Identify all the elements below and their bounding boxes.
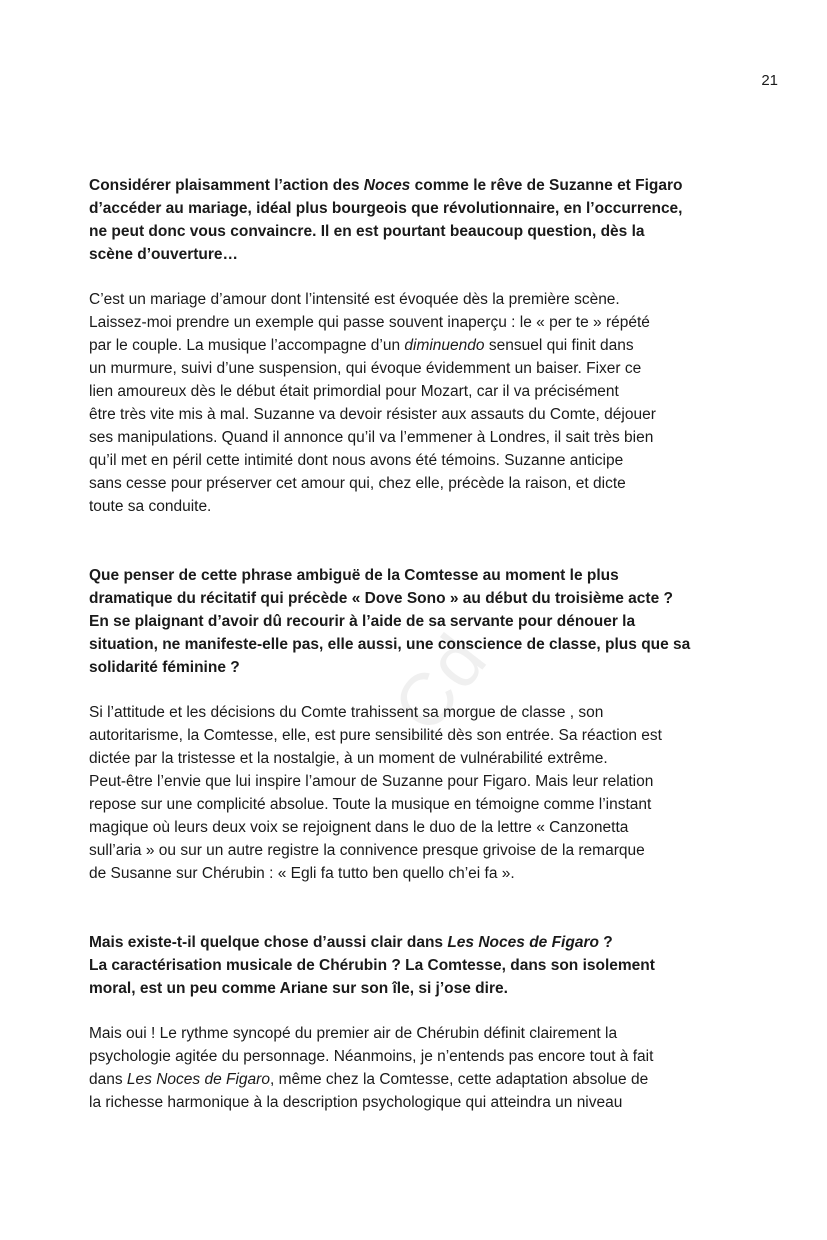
text-line: autoritarisme, la Comtesse, elle, est pure sensibilité dès son entrée. Sa réaction est bbox=[89, 727, 662, 744]
text-line: Mais existe-t-il quelque chose d’aussi clair dans Les Noces de Figaro ? bbox=[89, 934, 613, 951]
text-line: situation, ne manifeste-elle pas, elle aussi, une conscience de classe, plus que sa bbox=[89, 636, 691, 653]
question-2 bbox=[89, 564, 741, 679]
text-line: solidarité féminine ? bbox=[89, 659, 240, 676]
text-line: Laissez-moi prendre un exemple qui passe souvent inaperçu : le « per te » répété bbox=[89, 314, 650, 331]
text-line: psychologie agitée du personnage. Néanmoins, je n’entends pas encore tout à fait bbox=[89, 1048, 654, 1065]
text-line: qu’il met en péril cette intimité dont nous avons été témoins. Suzanne anticipe bbox=[89, 452, 624, 469]
text-line: Que penser de cette phrase ambiguë de la Comtesse au moment le plus bbox=[89, 567, 619, 584]
text-line: dramatique du récitatif qui précède « Dove Sono » au début du troisième acte ? bbox=[89, 590, 673, 607]
text-line: En se plaignant d’avoir dû recourir à l’aide de sa servante pour dénouer la bbox=[89, 613, 636, 630]
italic-title: Noces bbox=[363, 177, 411, 194]
italic-title: Les Noces de Figaro bbox=[447, 934, 599, 951]
text-line: sans cesse pour préserver cet amour qui, chez elle, précède la raison, et dicte bbox=[89, 475, 626, 492]
text-line: repose sur une complicité absolue. Toute la musique en témoigne comme l’instant bbox=[89, 796, 652, 813]
answer-3 bbox=[89, 1022, 741, 1114]
answer-1 bbox=[89, 288, 741, 518]
text-line: dans Les Noces de Figaro, même chez la Comtesse, cette adaptation absolue de bbox=[89, 1071, 649, 1088]
text-line: Peut-être l’envie que lui inspire l’amour de Suzanne pour Figaro. Mais leur relation bbox=[89, 773, 654, 790]
text-line: la richesse harmonique à la description psychologique qui atteindra un niveau bbox=[89, 1094, 623, 1111]
italic-title: diminuendo bbox=[404, 337, 485, 354]
text-line: scène d’ouverture… bbox=[89, 246, 239, 263]
watermark-text: Cd bbox=[376, 618, 504, 747]
text-line: Mais oui ! Le rythme syncopé du premier air de Chérubin définit clairement la bbox=[89, 1025, 618, 1042]
text-line: d’accéder au mariage, idéal plus bourgeois que révolutionnaire, en l’occurrence, bbox=[89, 200, 683, 217]
text-line: lien amoureux dès le début était primordial pour Mozart, car il va précisément bbox=[89, 383, 619, 400]
text-line: être très vite mis à mal. Suzanne va devoir résister aux assauts du Comte, déjouer bbox=[89, 406, 656, 423]
text-line: toute sa conduite. bbox=[89, 498, 212, 515]
text-line: Si l’attitude et les décisions du Comte trahissent sa morgue de classe , son bbox=[89, 704, 604, 721]
text-line: La caractérisation musicale de Chérubin ? La Comtesse, dans son isolement bbox=[89, 957, 655, 974]
text-line: ses manipulations. Quand il annonce qu’il va l’emmener à Londres, il sait très bien bbox=[89, 429, 654, 446]
text-line: Considérer plaisamment l’action des Noces comme le rêve de Suzanne et Figaro bbox=[89, 177, 683, 194]
text-line: ne peut donc vous convaincre. Il en est pourtant beaucoup question, dès la bbox=[89, 223, 645, 240]
text-line: magique où leurs deux voix se rejoignent dans le duo de la lettre « Canzonetta bbox=[89, 819, 629, 836]
text-line: sull’aria » ou sur un autre registre la connivence presque grivoise de la remarque bbox=[89, 842, 645, 859]
answer-2 bbox=[89, 701, 741, 885]
text-line: un murmure, suivi d’une suspension, qui évoque évidemment un baiser. Fixer ce bbox=[89, 360, 642, 377]
italic-title: Les Noces de Figaro bbox=[126, 1071, 270, 1088]
question-1 bbox=[89, 174, 741, 266]
text-line: de Susanne sur Chérubin : « Egli fa tutto ben quello ch’ei fa ». bbox=[89, 865, 515, 882]
text-line: C’est un mariage d’amour dont l’intensité est évoquée dès la première scène. bbox=[89, 291, 620, 308]
text-line: par le couple. La musique l’accompagne d’un diminuendo sensuel qui finit dans bbox=[89, 337, 634, 354]
text-line: dictée par la tristesse et la nostalgie, à un moment de vulnérabilité extrême. bbox=[89, 750, 608, 767]
text-line: moral, est un peu comme Ariane sur son île, si j’ose dire. bbox=[89, 980, 508, 997]
question-3 bbox=[89, 931, 741, 1000]
page-number: 21 bbox=[761, 72, 778, 89]
